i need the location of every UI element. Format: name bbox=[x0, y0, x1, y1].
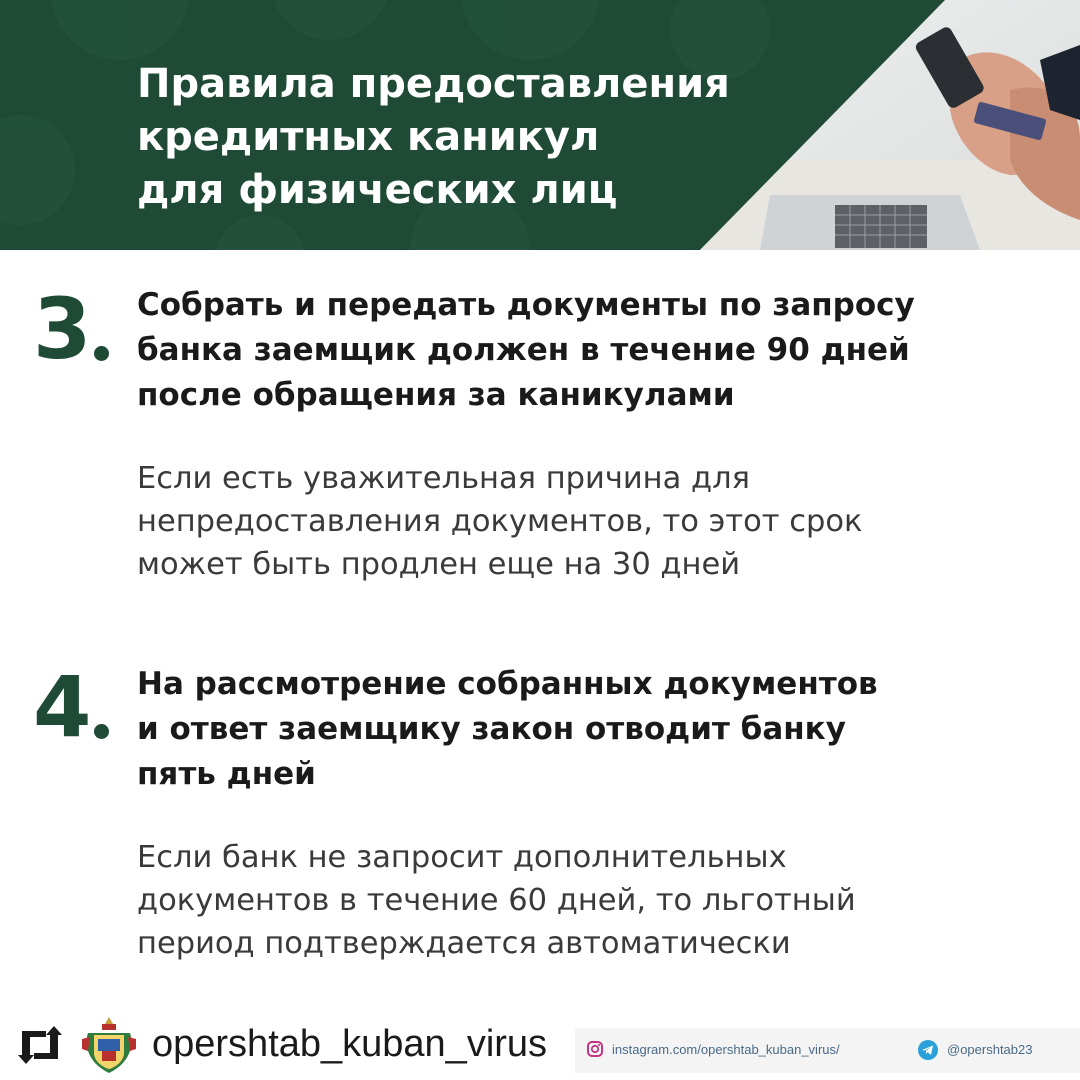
item-heading bbox=[137, 662, 878, 797]
heading-line: и ответ заемщику закон отводит банку bbox=[137, 711, 846, 747]
instagram-link[interactable]: instagram.com/opershtab_kuban_virus/ bbox=[612, 1042, 840, 1057]
telegram-icon bbox=[917, 1039, 939, 1061]
heading-line: банка заемщик должен в течение 90 дней bbox=[137, 332, 910, 368]
heading-line: после обращения за каникулами bbox=[137, 377, 735, 413]
repost-icon[interactable] bbox=[16, 1025, 64, 1065]
description-line: может быть продлен еще на 30 дней bbox=[137, 547, 741, 582]
heading-line: На рассмотрение собранных документов bbox=[137, 666, 878, 702]
account-name[interactable]: opershtab_kuban_virus bbox=[152, 1023, 548, 1065]
item-description bbox=[137, 836, 856, 965]
description-line: Если есть уважительная причина для bbox=[137, 461, 750, 496]
contact-links-bar bbox=[575, 1028, 1080, 1073]
telegram-handle[interactable]: @opershtab23 bbox=[947, 1042, 1033, 1057]
title-line: кредитных каникул bbox=[137, 114, 600, 160]
item-heading bbox=[137, 283, 915, 418]
number-dot bbox=[94, 346, 109, 361]
item-description bbox=[137, 457, 862, 586]
description-line: период подтверждается автоматически bbox=[137, 926, 791, 961]
description-line: документов в течение 60 дней, то льготный bbox=[137, 883, 856, 918]
repost-footer bbox=[0, 1005, 1080, 1080]
description-line: Если банк не запросит дополнительных bbox=[137, 840, 787, 875]
title-line: Правила предоставления bbox=[137, 61, 730, 107]
header-banner bbox=[0, 0, 1080, 250]
heading-line: пять дней bbox=[137, 756, 316, 792]
description-line: непредоставления документов, то этот срок bbox=[137, 504, 863, 539]
heading-line: Собрать и передать документы по запросу bbox=[137, 287, 915, 323]
item-number: 4 bbox=[33, 658, 92, 756]
kuban-emblem-icon bbox=[80, 1015, 138, 1075]
title-line: для физических лиц bbox=[137, 167, 618, 213]
item-number: 3 bbox=[33, 280, 92, 378]
instagram-icon bbox=[587, 1041, 603, 1057]
number-dot bbox=[94, 724, 109, 739]
page-title bbox=[137, 58, 777, 217]
